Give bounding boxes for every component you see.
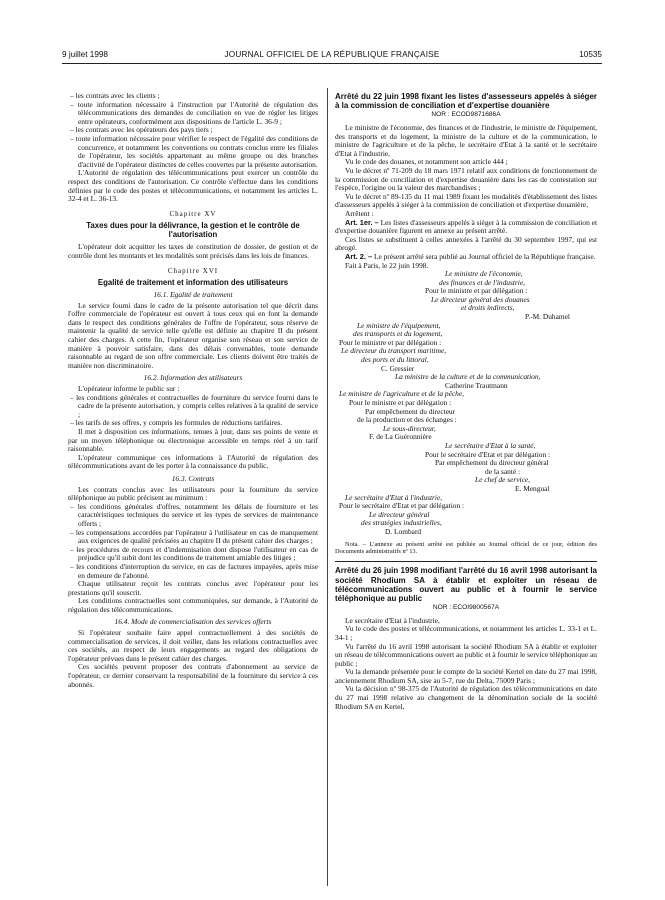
article-text: Le présent arrêté sera publié au Journal officiel de la République française. <box>372 251 596 261</box>
article-label: Art. 1er. – <box>345 217 379 227</box>
list-item: – toute information nécessaire à l'instruction par l'Autorité de régulation des télécommunications des demandes de conciliation en vue de régler les litiges entre opérateurs, conformément aux dispositions de l'article L. 36-9 ; <box>70 99 318 126</box>
paragraph: Chaque utilisateur reçoit les contrats conclus avec l'opérateur pour les prestations qu'il souscrit. <box>68 579 318 597</box>
paragraph: Si l'opérateur souhaite faire appel contractuellement à des sociétés de commercialisation de services, il doit veiller, dans les relations contractuelles avec ces sociétés, au respect de leurs engagements au regard des obligations de l'opérateur prévues dans le présent cahier des charges. <box>68 628 318 663</box>
paragraph: Vu la décision nº 98-375 de l'Autorité de régulation des télécommunications en date du 27 mai 1998 relative au changement de la dénomination sociale de la société Rhodium SA en Kertel, <box>335 684 597 711</box>
annex-note: Nota. – L'annexe au présent arrêté est publiée au Journal officiel de ce jour, édition des Documents administratifs nº 13. <box>335 540 597 555</box>
list-item: – toute information nécessaire pour vérifier le respect de l'égalité des conditions de concurrence, et notamment les conventions ou contrats conclus entre les filiales de l'opérateur, les sociétés appartenant au même groupe ou des branches d'activité de l'opérateur distinctes de celles couvertes par la présente autorisation. <box>70 133 318 169</box>
signature-line: des transports et du logement, <box>353 329 443 339</box>
signature-line: Par empêchement du directeur <box>365 406 456 416</box>
paragraph: Il met à disposition ces informations, tenues à jour, dans ses points de vente et par un moyen téléphonique ou électronique accessible en temps réel à un tarif raisonnable. <box>68 427 318 454</box>
signature-line: Le ministre de l'économie, <box>445 269 523 279</box>
list-item: – les contrats avec les opérateurs des pays tiers ; <box>70 125 213 135</box>
signature-line: La ministre de la culture et de la communication, <box>395 372 541 382</box>
paragraph: Ces sociétés peuvent proposer des contrats d'abonnement au service de l'opérateur, ce dernier conservant la responsabilité de la fourniture du service à ces abonnés. <box>68 662 318 689</box>
list-item: – les tarifs de ses offres, y compris les formules de réductions tarifaires. <box>70 418 283 428</box>
signatory-name: E. Mengual <box>515 483 550 493</box>
signature-line: des finances et de l'industrie, <box>439 277 525 287</box>
signatory-name: F. de La Guéronnière <box>369 432 432 442</box>
signatory-name: C. Gressier <box>381 363 415 373</box>
paragraph: Vu le code des douanes, et notamment son article 444 ; <box>345 157 508 167</box>
paragraph: Les contrats conclus avec les utilisateurs pour la fourniture du service téléphonique au public précisent au minimum : <box>68 484 318 503</box>
paragraph: L'opérateur doit acquitter les taxes de constitution de dossier, de gestion et de contrôle dont les montants et les modalités sont précisés dans les lois de finances. <box>68 242 318 260</box>
page-number: 10535 <box>579 50 602 59</box>
signature-line: Par empêchement du directeur général <box>435 458 549 468</box>
paragraph: Ces listes se substituent à celles annexées à l'arrêté du 30 septembre 1997, qui est abrogé. <box>335 234 597 253</box>
signature-line: Pour le ministre et par délégation : <box>339 337 442 347</box>
paragraph: L'Autorité de régulation des télécommunications peut exercer un contrôle du respect des conditions de l'autorisation. Ce contrôle s'effectue dans les conditions définies par le code des postes et télécommunications, et notamment les articles L. 32-4 et L. 36-13. <box>68 168 318 204</box>
column-divider <box>327 88 328 886</box>
nor-reference: NOR : ECOI9800567A <box>432 604 500 612</box>
signature-line: et droits indirects, <box>461 303 515 313</box>
article-label: Art. 2. – <box>345 251 373 261</box>
signature-line: Le sous-directeur, <box>383 423 436 433</box>
paragraph: Vu le décret nº 89-135 du 11 mai 1989 fixant les modalités d'établissement des listes d'assesseurs appelés à siéger à la commission de conciliation et d'expertise douanière, <box>335 191 597 210</box>
left-column <box>68 92 318 689</box>
list-item: – les compensations accordées par l'opérateur à l'utilisateur en cas de manquement aux exigences de qualité précisées au chapitre II du présent cahier des charges ; <box>70 527 318 546</box>
signatory-name: P.-M. Duhamel <box>525 312 570 322</box>
list-item: – les conditions générales d'offres, notamment les délais de fourniture et les caractéristiques techniques du service et les types de services de maintenance offerts ; <box>70 501 318 528</box>
paragraph: Le ministre de l'économie, des finances et de l'industrie, le ministre de l'équipement, des transports et du logement, la ministre de la culture et de la communication, le ministre de l'agriculture et de la pêche, le secrétaire d'Etat à la santé et le secrétaire d'Etat à l'industrie, <box>335 123 597 158</box>
signature-line: Le secrétaire d'Etat à l'industrie, <box>345 492 443 502</box>
signature-line: Le directeur général <box>369 509 430 519</box>
paragraph: L'opérateur informe le public sur : <box>78 384 180 394</box>
decree-date: Fait à Paris, le 22 juin 1998. <box>345 260 429 270</box>
issue-date: 9 juillet 1998 <box>62 50 108 59</box>
signature-line: des ports et du littoral, <box>361 355 429 365</box>
page-header <box>62 50 602 62</box>
signatory-name: Catherine Trautmann <box>445 380 508 390</box>
chapter-heading: Chapitre XV <box>169 209 217 218</box>
list-item: – les procédures de recours et d'indemnisation dont dispose l'utilisateur en cas de préjudice qu'il subit dont les conditions de traitement amiable des litiges ; <box>70 544 318 563</box>
paragraph: Les conditions contractuelles sont communiquées, sur demande, à l'Autorité de régulation des télécommunications. <box>68 596 318 614</box>
decree-title: Arrêté du 22 juin 1998 fixant les listes d'assesseurs appelés à siéger à la commission de conciliation et d'expertise douanière <box>335 92 597 111</box>
paragraph: L'opérateur communique ces informations à l'Autorité de régulation des télécommunications avant de les porter à la connaissance du public. <box>68 452 318 471</box>
section-heading: 16.1. Egalité de traitement <box>153 290 233 300</box>
signature-line: Le directeur du transport maritime, <box>341 346 447 356</box>
signature-line: Le secrétaire d'Etat à la santé, <box>445 440 536 450</box>
section-heading: 16.3. Contrats <box>171 473 215 483</box>
paragraph: Vu le décret nº 71-209 du 18 mars 1971 relatif aux conditions de fonctionnement de la commission de conciliation et d'expertise douanière dans les cas de contestation sur l'espèce, l'origine ou la valeur des marchandises ; <box>335 165 597 193</box>
nor-reference: NOR : ECOD9871686A <box>431 111 501 119</box>
signature-line: Pour le secrétaire d'Etat et par délégation : <box>425 449 551 459</box>
signature-line: Le chef de service, <box>475 475 530 485</box>
signature-line: de la santé : <box>485 466 521 476</box>
signature-line: de la production et des échanges : <box>357 415 457 425</box>
signature-line: Le ministre de l'agriculture et de la pêche, <box>339 389 465 399</box>
section-rule <box>335 561 597 562</box>
journal-title: JOURNAL OFFICIEL DE LA RÉPUBLIQUE FRANÇAISE <box>224 50 440 59</box>
list-item: – les conditions d'interruption du service, en cas de factures impayées, après mise en demeure de l'abonné. <box>70 561 318 580</box>
signature-line: Pour le ministre et par délégation : <box>349 398 452 407</box>
article-text: Les listes d'assesseurs appelés à siéger à la commission de conciliation et d'expertise douanière figurent en annexe au présent arrêté. <box>335 217 597 236</box>
signature-line: Pour le secrétaire d'Etat et par délégation : <box>339 501 465 511</box>
signature-line: Pour le ministre et par délégation : <box>425 286 528 296</box>
article-1 <box>335 219 597 236</box>
signature-line: des stratégies industrielles, <box>361 518 442 528</box>
signatory-name: D. Lombard <box>385 526 422 536</box>
paragraph: Vu le code des postes et télécommunications, et notamment les articles L. 33-1 et L. 34-1 ; <box>335 624 597 642</box>
signatures <box>335 270 597 536</box>
decree-title: Arrêté du 26 juin 1998 modifiant l'arrêté du 16 avril 1998 autorisant la société Rhodium SA à établir et exploiter un réseau de télécommunications ouvert au public et à fournir le service téléphonique au public <box>335 566 597 603</box>
paragraph: Vu l'arrêté du 16 avril 1998 autorisant la société Rhodium SA à établir et exploiter un réseau de télécommunications ouvert au public et à fournir le service téléphonique au public ; <box>335 641 597 668</box>
right-column <box>335 92 597 711</box>
list-item: – les conditions générales et contractuelles de fourniture du service fourni dans le cadre de la présente autorisation, y compris celles relatives à la qualité de service ; <box>70 392 318 419</box>
signature-line: Le directeur général des douanes <box>431 294 530 304</box>
section-heading: 16.2. Information des utilisateurs <box>143 373 243 383</box>
paragraph: Le service fourni dans le cadre de la présente autorisation tel que décrit dans l'offre commerciale de l'opérateur est ouvert à tous ceux qui en font la demande dans le respect des conditions générales de l'offre de l'opérateur, sous réserve de maintenir la qualité de service telle qu'elle est définie au chapitre II du présent cahier des charges. A cette fin, l'opérateur organise son réseau et son service de manière à pouvoir satisfaire, dans des délais convenables, toute demande raisonnable au regard de son offre commerciale. Les clients doivent être traités de manière non discriminatoire. <box>68 300 318 370</box>
chapter-title: Taxes dues pour la délivrance, la gestion et le contrôle de l'autorisation <box>86 221 300 240</box>
chapter-heading: Chapitre XVI <box>167 266 219 275</box>
signature-line: Le ministre de l'équipement, <box>357 320 441 330</box>
header-rule <box>62 63 602 64</box>
paragraph: Vu la demande présentée pour le compte de la société Kertel en date du 27 mai 1998, anciennement Rhodium SA, sise au 5-7, rue du Delta, 75009 Paris ; <box>335 667 597 685</box>
section-heading: 16.4. Mode de commercialisation des services offerts <box>114 617 272 627</box>
chapter-title: Egalité de traitement et information des utilisateurs <box>97 278 289 288</box>
list-item: – les contrats avec les clients ; <box>70 91 160 100</box>
paragraph: Arrêtent : <box>345 208 374 218</box>
paragraph: Le secrétaire d'Etat à l'industrie, <box>345 615 440 625</box>
